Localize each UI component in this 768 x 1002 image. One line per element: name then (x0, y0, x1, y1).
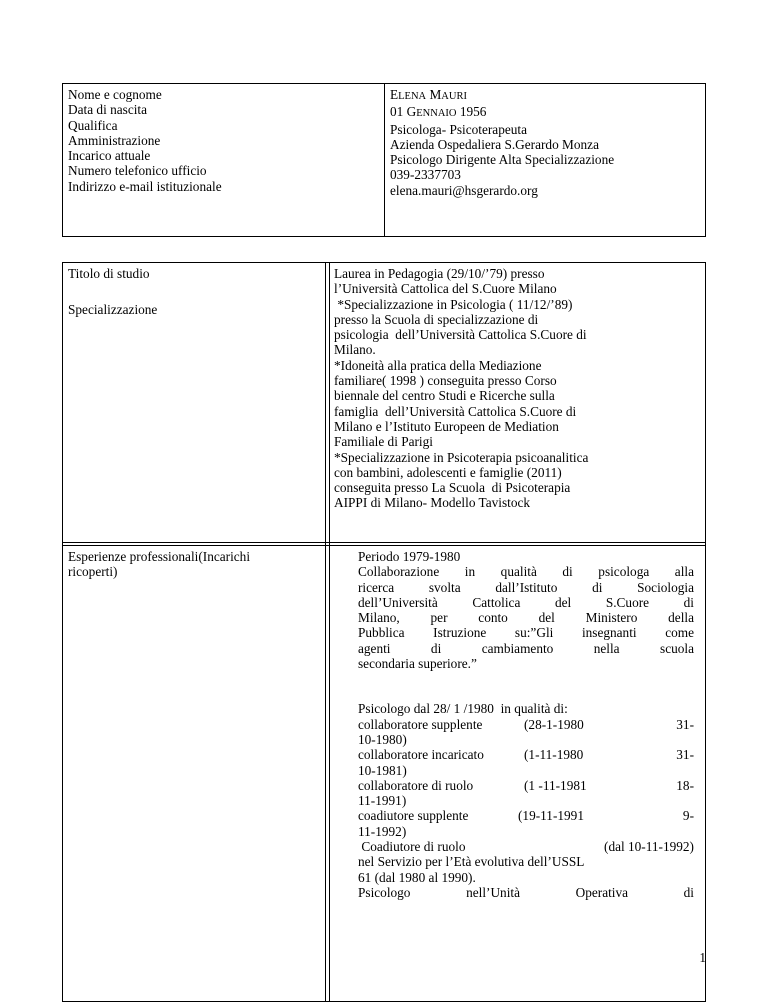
text-line: psicologia dell’Università Cattolica S.Cuore di (334, 327, 587, 343)
email-value: elena.mauri@hsgerardo.org (390, 182, 538, 198)
info-value: 039-2337703 (390, 167, 461, 183)
word: Psicologo (358, 884, 411, 900)
info-label: Nome e cognome (68, 87, 162, 102)
role-dates: (28-1-1980 (524, 716, 584, 732)
role-name: Coadiutore di ruolo (358, 839, 466, 855)
text-line: Laurea in Pedagogia (29/10/’79) presso (334, 266, 545, 281)
text-line: *Specializzazione in Psicologia ( 11/12/’89) (334, 296, 573, 312)
role-name: coadiutore supplente (358, 808, 469, 824)
page-number: 1 (699, 950, 706, 965)
text-line: biennale del centro Studi e Ricerche sulla (334, 388, 555, 404)
text-line: *Specializzazione in Psicoterapia psicoanalitica (334, 449, 589, 465)
text-line: 61 (dal 1980 al 1990). (358, 869, 476, 885)
studio-text (334, 266, 696, 511)
text-line: secondaria superiore.” (358, 656, 477, 672)
info-value: Azienda Ospedaliera S.Gerardo Monza (390, 136, 599, 152)
info-value: Psicologa- Psicoterapeuta (390, 121, 527, 137)
role-dates: (1-11-1980 (524, 747, 584, 763)
text-line: Familiale di Parigi (334, 434, 433, 450)
text-line: conseguita presso La Scuola di Psicoterapia (334, 480, 571, 496)
info-label: Indirizzo e-mail istituzionale (68, 178, 222, 194)
period-heading: Periodo 1979-1980 (358, 549, 461, 564)
role-cont: 11-1992) (358, 823, 407, 839)
role-name: collaboratore supplente (358, 716, 483, 732)
cv-label-line: Esperienze professionali(Incarichi (68, 549, 251, 564)
role-name: collaboratore di ruolo (358, 777, 474, 793)
role-dates: (19-11-1991 (518, 808, 584, 824)
role-name: collaboratore incaricato (358, 747, 484, 763)
info-label: Amministrazione (68, 132, 161, 148)
cv-label-esperienze (68, 549, 250, 580)
text-line: Milano. (334, 342, 376, 358)
experience-text (358, 549, 694, 900)
text-line: familiare( 1998 ) conseguita presso Corso (334, 373, 557, 389)
role-end: 31- (676, 716, 694, 732)
info-label: Data di nascita (68, 102, 148, 118)
word: di (683, 884, 694, 900)
info-label: Numero telefonico ufficio (68, 163, 207, 179)
info-labels-column (68, 87, 222, 194)
text-line: Psicologo dal 28/ 1 /1980 in qualità di: (358, 701, 568, 717)
info-label: Qualifica (68, 117, 118, 133)
cv-label-line: ricoperti) (68, 564, 118, 580)
text-line: Milano e l’Istituto Europeen de Mediation (334, 418, 559, 434)
role-dates: (1 -11-1981 (524, 777, 587, 793)
text-line: Milano, per conto del Ministero della (358, 610, 694, 626)
text-line: nel Servizio per l’Età evolutiva dell’USSL (358, 854, 585, 870)
role-end: 9- (682, 808, 694, 824)
text-line: presso la Scuola di specializzazione di (334, 311, 539, 327)
table-divider (384, 83, 385, 237)
text-line: l’Università Cattolica del S.Cuore Milano (334, 281, 557, 297)
word: nell’Unità (466, 884, 520, 900)
text-line: famiglia dell’Università Cattolica S.Cuore di (334, 403, 577, 419)
info-values-column (390, 87, 614, 198)
text-line: Pubblica Istruzione su:”Gli insegnanti come (358, 625, 694, 641)
text-line: Collaborazione in qualità di psicologa alla (358, 564, 694, 580)
info-value-name: ELENA MAURI (390, 87, 467, 102)
text-line: con bambini, adolescenti e famiglie (2011) (334, 464, 562, 480)
text-line-justified (358, 885, 694, 900)
role-cont: 10-1981) (358, 762, 407, 778)
word: Operativa (575, 884, 629, 900)
text-line: dell’Università Cattolica del S.Cuore di (358, 594, 694, 610)
role-row (358, 778, 694, 793)
cv-label: Titolo di studio (68, 266, 150, 281)
role-row (358, 839, 694, 854)
table-divider-inner (329, 262, 330, 1002)
role-end: 18- (676, 777, 694, 793)
text-line: ricerca svolta dall’Istituto di Sociologia (358, 579, 694, 595)
role-row (358, 747, 694, 762)
role-end: 31- (676, 747, 694, 763)
table-divider (325, 262, 326, 1002)
row-separator (62, 545, 706, 546)
role-row (358, 717, 694, 732)
info-label: Incarico attuale (68, 148, 151, 164)
cv-label: Specializzazione (68, 302, 158, 317)
text-line: agenti di cambiamento nella scuola (358, 640, 694, 656)
text-line: *Idoneità alla pratica della Mediazione (334, 357, 542, 373)
info-value: Psicologo Dirigente Alta Specializzazione (390, 152, 615, 168)
info-value-birthdate: 01 GENNAIO 1956 (390, 104, 487, 120)
role-dates: (dal 10-11-1992) (604, 839, 694, 855)
row-separator (62, 542, 706, 543)
role-row (358, 808, 694, 823)
role-cont: 10-1980) (358, 731, 407, 747)
role-cont: 11-1991) (358, 793, 407, 809)
text-line: AIPPI di Milano- Modello Tavistock (334, 495, 531, 511)
